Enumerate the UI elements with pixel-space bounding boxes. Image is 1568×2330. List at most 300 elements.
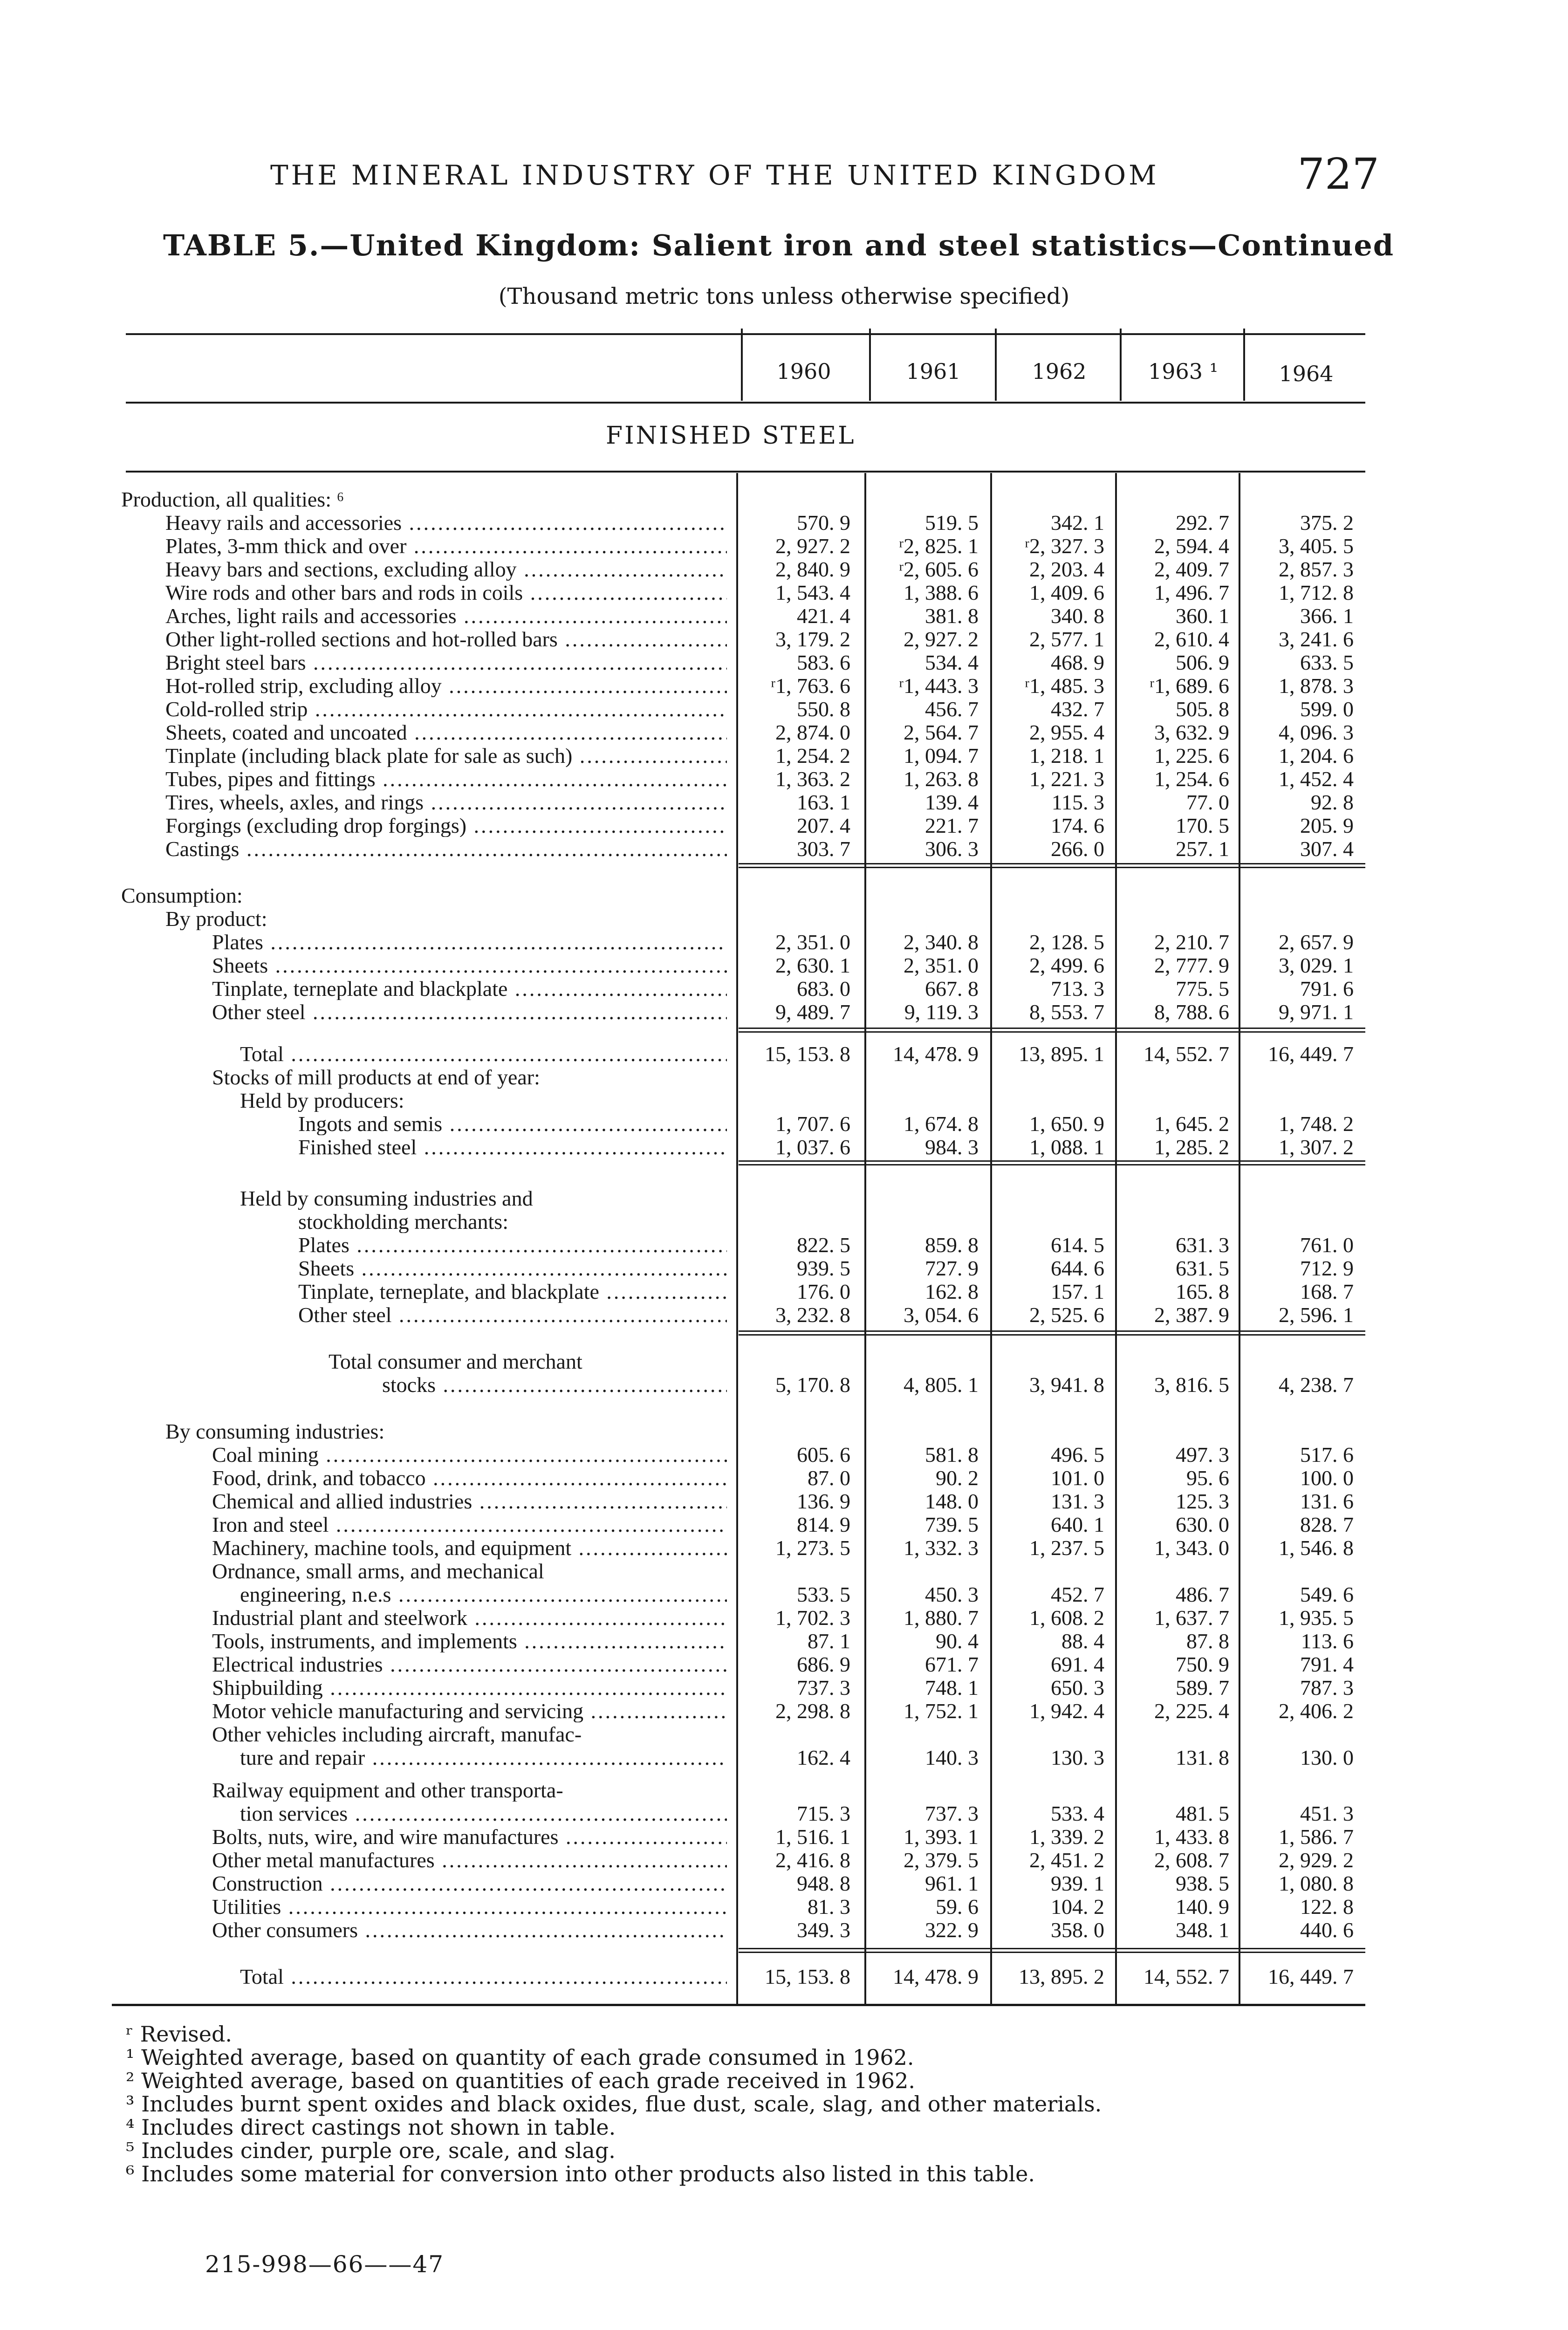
row-label-box [165, 651, 727, 674]
row-label-box [165, 1420, 818, 1443]
table-row [121, 1560, 1361, 1583]
cell-1961: 2, 379. 5 [904, 1848, 979, 1872]
row-label-box [240, 1747, 727, 1769]
cell-1964: 16, 449. 7 [1268, 1042, 1354, 1066]
table-row [121, 1723, 1361, 1746]
cell-1964: 1, 748. 2 [1279, 1112, 1354, 1136]
table-row [121, 628, 1361, 651]
cell-1961: 9, 119. 3 [904, 1000, 979, 1024]
column-header-1962: 1962 [1032, 359, 1087, 384]
cell-1960: 15, 153. 8 [765, 1965, 850, 1988]
cell-1962: 1, 942. 4 [1029, 1699, 1104, 1723]
row-label-box [212, 1849, 727, 1871]
cell-1962: 533. 4 [1051, 1802, 1104, 1825]
cell-1960: 583. 6 [797, 651, 850, 674]
cell-1963: ʳ1, 689. 6 [1150, 674, 1229, 698]
table-row [121, 745, 1361, 767]
table-row [121, 535, 1361, 557]
running-head-title: THE MINERAL INDUSTRY OF THE UNITED KINGDOM [270, 159, 1159, 191]
cell-1961: 534. 4 [925, 651, 979, 674]
cell-1960: 605. 6 [797, 1443, 850, 1467]
cell-1962: 2, 577. 1 [1029, 627, 1104, 651]
cell-1964: 791. 6 [1300, 977, 1354, 1001]
table-row [121, 1490, 1361, 1513]
cell-1961: 961. 1 [925, 1871, 979, 1895]
cell-1960: 948. 8 [797, 1871, 850, 1895]
row-label-box [165, 512, 727, 534]
row-label: stocks ..... [382, 1374, 727, 1396]
cell-1962: 713. 3 [1051, 977, 1104, 1001]
table-row [121, 838, 1361, 860]
cell-1961: 1, 263. 8 [904, 767, 979, 791]
cell-1963: 486. 7 [1176, 1583, 1229, 1606]
table-row [121, 884, 1361, 907]
row-label: Tinplate (including black plate for sale as such) ..... [165, 745, 727, 767]
row-label: Forgings (excluding drop forgings) ..... [165, 815, 727, 837]
row-label: Tinplate, terneplate, and blackplate ..... [298, 1281, 727, 1303]
cell-1961: ʳ1, 443. 3 [899, 674, 979, 698]
cell-1961: 727. 9 [925, 1256, 979, 1280]
total-rule [739, 1330, 1365, 1332]
row-label-box [165, 675, 727, 697]
cell-1963: 292. 7 [1176, 511, 1229, 535]
cell-1962: 2, 451. 2 [1029, 1848, 1104, 1872]
cell-1961: 737. 3 [925, 1802, 979, 1825]
table-row [121, 908, 1361, 930]
cell-1960: 939. 5 [797, 1256, 850, 1280]
row-label: By product: [165, 908, 267, 930]
cell-1960: 1, 273. 5 [775, 1536, 850, 1560]
cell-1961: 381. 8 [925, 604, 979, 628]
table-row [121, 931, 1361, 953]
cell-1962: 157. 1 [1051, 1280, 1104, 1303]
cell-1961: 984. 3 [925, 1135, 979, 1159]
row-label: Production, all qualities: ⁶ [121, 488, 344, 511]
row-label: Finished steel ..... [298, 1136, 727, 1158]
row-label: Heavy rails and accessories ..... [165, 512, 727, 534]
row-label: Cold-rolled strip ..... [165, 698, 727, 720]
body-column-divider [736, 473, 738, 2004]
table-row [121, 1281, 1361, 1303]
cell-1964: 100. 0 [1300, 1466, 1354, 1490]
cell-1961: 59. 6 [936, 1895, 979, 1919]
row-label-box [165, 558, 727, 581]
cell-1963: 2, 225. 4 [1154, 1699, 1229, 1723]
table-row [121, 1090, 1361, 1112]
cell-1963: 1, 254. 6 [1154, 767, 1229, 791]
table-row [121, 815, 1361, 837]
row-label: Held by producers: [240, 1090, 404, 1112]
cell-1961: 1, 094. 7 [904, 744, 979, 768]
cell-1962: 1, 650. 9 [1029, 1112, 1104, 1136]
cell-1960: 814. 9 [797, 1513, 850, 1536]
row-label: Total consumer and merchant [329, 1350, 582, 1373]
cell-1963: 8, 788. 6 [1154, 1000, 1229, 1024]
cell-1963: 125. 3 [1176, 1489, 1229, 1513]
cell-1962: 432. 7 [1051, 697, 1104, 721]
cell-1964: 307. 4 [1300, 837, 1354, 861]
cell-1964: 440. 6 [1300, 1918, 1354, 1942]
cell-1963: 140. 9 [1176, 1895, 1229, 1919]
cell-1964: 122. 8 [1300, 1895, 1354, 1919]
cell-1962: 266. 0 [1051, 837, 1104, 861]
cell-1960: ʳ1, 763. 6 [771, 674, 850, 698]
cell-1960: 550. 8 [797, 697, 850, 721]
row-label-box [240, 1966, 727, 1988]
total-rule [739, 863, 1365, 864]
cell-1960: 303. 7 [797, 837, 850, 861]
cell-1962: 115. 3 [1051, 790, 1104, 814]
cell-1963: 1, 637. 7 [1154, 1606, 1229, 1630]
cell-1960: 3, 179. 2 [775, 627, 850, 651]
cell-1962: 644. 6 [1051, 1256, 1104, 1280]
cell-1963: 2, 610. 4 [1154, 627, 1229, 651]
header-bottom-rule [126, 402, 1365, 404]
cell-1961: 2, 564. 7 [904, 720, 979, 744]
row-label-box [212, 931, 727, 953]
row-label: Tinplate, terneplate and blackplate ..... [212, 978, 727, 1000]
footnotes [126, 2022, 1384, 2186]
cell-1960: 9, 489. 7 [775, 1000, 850, 1024]
cell-1962: 3, 941. 8 [1029, 1373, 1104, 1397]
cell-1961: 739. 5 [925, 1513, 979, 1536]
cell-1964: 2, 857. 3 [1279, 557, 1354, 581]
cell-1964: 3, 029. 1 [1279, 953, 1354, 977]
table-row [121, 1304, 1361, 1326]
table-row [121, 675, 1361, 697]
table-row [121, 1043, 1361, 1065]
row-label-box [165, 605, 727, 627]
table-row [121, 1872, 1361, 1895]
cell-1961: 3, 054. 6 [904, 1303, 979, 1327]
cell-1961: 450. 3 [925, 1583, 979, 1606]
table-row [121, 651, 1361, 674]
cell-1962: 340. 8 [1051, 604, 1104, 628]
row-label-box [165, 721, 727, 744]
cell-1962: 1, 218. 1 [1029, 744, 1104, 768]
cell-1963: 1, 645. 2 [1154, 1112, 1229, 1136]
row-label-box [212, 1919, 727, 1941]
table-row [121, 1802, 1361, 1825]
row-label: Iron and steel ..... [212, 1514, 727, 1536]
cell-1961: 1, 880. 7 [904, 1606, 979, 1630]
header-column-divider [995, 329, 997, 401]
row-label-box [121, 884, 774, 907]
row-label: Plates ..... [212, 931, 727, 953]
row-label: Tires, wheels, axles, and rings ..... [165, 791, 727, 814]
row-label: Shipbuilding ..... [212, 1677, 727, 1699]
footnote-revised: ʳ Revised. [126, 2022, 233, 2047]
total-rule [739, 1028, 1365, 1029]
row-label-box [165, 745, 727, 767]
cell-1960: 2, 351. 0 [775, 930, 850, 954]
footnote-2: ² Weighted average, based on quantities of each grade received in 1962. [126, 2068, 916, 2093]
cell-1963: 497. 3 [1176, 1443, 1229, 1467]
table-row [121, 1747, 1361, 1769]
cell-1960: 176. 0 [797, 1280, 850, 1303]
row-label: Chemical and allied industries ..... [212, 1490, 727, 1513]
cell-1961: 859. 8 [925, 1233, 979, 1257]
cell-1962: 1, 608. 2 [1029, 1606, 1104, 1630]
cell-1963: 170. 5 [1176, 814, 1229, 837]
table-title: TABLE 5.—United Kingdom: Salient iron and steel statistics—Continued [163, 228, 1395, 262]
cell-1963: 775. 5 [1176, 977, 1229, 1001]
cell-1964: 633. 5 [1300, 651, 1354, 674]
cell-1960: 5, 170. 8 [775, 1373, 850, 1397]
cell-1963: 14, 552. 7 [1143, 1042, 1229, 1066]
row-label-box [165, 815, 727, 837]
cell-1964: 130. 0 [1300, 1746, 1354, 1769]
cell-1963: 1, 285. 2 [1154, 1135, 1229, 1159]
row-label: Construction ..... [212, 1872, 727, 1895]
cell-1960: 686. 9 [797, 1652, 850, 1676]
row-label-box [212, 1444, 727, 1466]
cell-1964: 9, 971. 1 [1279, 1000, 1354, 1024]
table-row [121, 1113, 1361, 1135]
total-rule [739, 1164, 1365, 1165]
cell-1963: 2, 387. 9 [1154, 1303, 1229, 1327]
cell-1963: 750. 9 [1176, 1652, 1229, 1676]
table-row [121, 512, 1361, 534]
cell-1962: 939. 1 [1051, 1871, 1104, 1895]
row-label: tion services ..... [240, 1802, 727, 1825]
table-row [121, 1444, 1361, 1466]
table-row [121, 1187, 1361, 1210]
body-column-divider [864, 473, 866, 2004]
cell-1960: 207. 4 [797, 814, 850, 837]
row-label: Other light-rolled sections and hot-rolled bars ..... [165, 628, 727, 651]
table-row [121, 1420, 1361, 1443]
cell-1960: 2, 630. 1 [775, 953, 850, 977]
table-row [121, 488, 1361, 511]
row-label-box [240, 1187, 892, 1210]
table-top-rule [126, 333, 1365, 335]
row-label: Consumption: [121, 884, 243, 907]
row-label: Held by consuming industries and [240, 1187, 533, 1210]
table-bottom-rule [112, 2004, 1365, 2006]
cell-1962: 88. 4 [1061, 1629, 1104, 1653]
row-label-box [212, 1514, 727, 1536]
cell-1962: 130. 3 [1051, 1746, 1104, 1769]
cell-1960: 3, 232. 8 [775, 1303, 850, 1327]
header-column-divider [1243, 329, 1245, 401]
row-label-box [212, 1066, 864, 1089]
table-row [121, 1257, 1361, 1280]
row-label-box [212, 1653, 727, 1676]
column-header-1964: 1964 [1279, 361, 1334, 386]
row-label-box [212, 1779, 864, 1802]
table-row [121, 1350, 1361, 1373]
row-label-box [298, 1257, 727, 1280]
cell-1964: 828. 7 [1300, 1513, 1354, 1536]
row-label: Food, drink, and tobacco ..... [212, 1467, 727, 1489]
cell-1961: 748. 1 [925, 1676, 979, 1700]
row-label-box [165, 582, 727, 604]
cell-1963: 1, 225. 6 [1154, 744, 1229, 768]
row-label: engineering, n.e.s ..... [240, 1583, 727, 1606]
row-label-box [240, 1090, 892, 1112]
section-heading: FINISHED STEEL [606, 422, 856, 450]
cell-1960: 1, 363. 2 [775, 767, 850, 791]
cell-1962: 8, 553. 7 [1029, 1000, 1104, 1024]
cell-1960: 715. 3 [797, 1802, 850, 1825]
row-label: Machinery, machine tools, and equipment ..... [212, 1537, 727, 1559]
cell-1962: 691. 4 [1051, 1652, 1104, 1676]
printer-code: 215-998—66——47 [205, 2251, 445, 2278]
cell-1962: 640. 1 [1051, 1513, 1104, 1536]
cell-1964: 761. 0 [1300, 1233, 1354, 1257]
table-subtitle: (Thousand metric tons unless otherwise specified) [498, 283, 1070, 309]
row-label: Sheets ..... [212, 954, 727, 977]
row-label: By consuming industries: [165, 1420, 385, 1443]
row-label: Castings ..... [165, 838, 727, 860]
table-row [121, 1896, 1361, 1918]
row-label-box [298, 1281, 727, 1303]
table-row [121, 1374, 1361, 1396]
row-label-box [212, 1467, 727, 1489]
cell-1963: 14, 552. 7 [1143, 1965, 1229, 1988]
cell-1963: 589. 7 [1176, 1676, 1229, 1700]
cell-1961: 90. 2 [936, 1466, 979, 1490]
table-row [121, 954, 1361, 977]
cell-1960: 1, 037. 6 [775, 1135, 850, 1159]
cell-1960: 1, 516. 1 [775, 1825, 850, 1849]
cell-1960: 2, 927. 2 [775, 534, 850, 558]
cell-1963: 1, 343. 0 [1154, 1536, 1229, 1560]
header-column-divider [869, 329, 871, 401]
cell-1963: 95. 6 [1186, 1466, 1229, 1490]
cell-1964: 16, 449. 7 [1268, 1965, 1354, 1988]
cell-1961: 148. 0 [925, 1489, 979, 1513]
cell-1960: 683. 0 [797, 977, 850, 1001]
cell-1964: 168. 7 [1300, 1280, 1354, 1303]
table-row [121, 1677, 1361, 1699]
cell-1963: 2, 594. 4 [1154, 534, 1229, 558]
table-row [121, 791, 1361, 814]
cell-1964: 113. 6 [1301, 1629, 1354, 1653]
cell-1961: 667. 8 [925, 977, 979, 1001]
row-label-box [240, 1583, 727, 1606]
cell-1963: 938. 5 [1176, 1871, 1229, 1895]
cell-1964: 712. 9 [1300, 1256, 1354, 1280]
cell-1963: 165. 8 [1176, 1280, 1229, 1303]
cell-1960: 1, 543. 4 [775, 581, 850, 604]
row-label: Sheets, coated and uncoated ..... [165, 721, 727, 744]
table-row [121, 721, 1361, 744]
row-label: stockholding merchants: [298, 1211, 508, 1233]
column-header-1963: 1963 ¹ [1148, 359, 1219, 384]
cell-1963: 131. 8 [1176, 1746, 1229, 1769]
row-label: Ingots and semis ..... [298, 1113, 727, 1135]
column-header-1960: 1960 [776, 359, 831, 384]
row-label-box [212, 1677, 727, 1699]
table-row [121, 1849, 1361, 1871]
row-label: Other steel ..... [298, 1304, 727, 1326]
cell-1960: 349. 3 [797, 1918, 850, 1942]
cell-1964: 3, 241. 6 [1279, 627, 1354, 651]
row-label-box [212, 1607, 727, 1629]
footnote-3: ³ Includes burnt spent oxides and black oxides, flue dust, scale, slag, and other materials. [126, 2091, 1102, 2117]
cell-1963: 3, 816. 5 [1154, 1373, 1229, 1397]
cell-1960: 2, 416. 8 [775, 1848, 850, 1872]
table-row [121, 605, 1361, 627]
cell-1964: 205. 9 [1300, 814, 1354, 837]
row-label: Sheets ..... [298, 1257, 727, 1280]
cell-1961: 581. 8 [925, 1443, 979, 1467]
cell-1964: 2, 596. 1 [1279, 1303, 1354, 1327]
table-row [121, 582, 1361, 604]
cell-1960: 421. 4 [797, 604, 850, 628]
cell-1960: 81. 3 [808, 1895, 850, 1919]
table-row [121, 1826, 1361, 1848]
cell-1962: 13, 895. 1 [1019, 1042, 1104, 1066]
cell-1961: 14, 478. 9 [893, 1965, 979, 1988]
cell-1960: 87. 1 [808, 1629, 850, 1653]
cell-1962: 2, 525. 6 [1029, 1303, 1104, 1327]
footnote-1: ¹ Weighted average, based on quantity of each grade consumed in 1962. [126, 2045, 914, 2070]
row-label-box [298, 1304, 727, 1326]
cell-1962: 104. 2 [1051, 1895, 1104, 1919]
row-label-box [165, 908, 818, 930]
cell-1964: 787. 3 [1300, 1676, 1354, 1700]
row-label-box [212, 978, 727, 1000]
row-label-box [165, 535, 727, 557]
cell-1962: 1, 339. 2 [1029, 1825, 1104, 1849]
row-label-box [212, 1560, 864, 1583]
cell-1962: ʳ1, 485. 3 [1025, 674, 1104, 698]
footnote-5: ⁵ Includes cinder, purple ore, scale, and slag. [126, 2138, 616, 2163]
cell-1964: 451. 3 [1300, 1802, 1354, 1825]
row-label-box [165, 698, 727, 720]
row-label: Bright steel bars ..... [165, 651, 727, 674]
cell-1964: 1, 307. 2 [1279, 1135, 1354, 1159]
table-row [121, 1537, 1361, 1559]
cell-1961: 671. 7 [925, 1652, 979, 1676]
cell-1960: 2, 874. 0 [775, 720, 850, 744]
table-row [121, 1700, 1361, 1722]
row-label-box [382, 1374, 727, 1396]
cell-1964: 2, 406. 2 [1279, 1699, 1354, 1723]
cell-1961: ʳ2, 605. 6 [899, 557, 979, 581]
cell-1963: 2, 777. 9 [1154, 953, 1229, 977]
header-column-divider [1120, 329, 1122, 401]
cell-1960: 1, 707. 6 [775, 1112, 850, 1136]
cell-1964: 517. 6 [1300, 1443, 1354, 1467]
table-row [121, 1607, 1361, 1629]
row-label-box [329, 1350, 981, 1373]
table-row [121, 1211, 1361, 1233]
cell-1962: 174. 6 [1051, 814, 1104, 837]
row-label: Stocks of mill products at end of year: [212, 1066, 540, 1089]
cell-1961: 139. 4 [925, 790, 979, 814]
cell-1960: 570. 9 [797, 511, 850, 535]
row-label: ture and repair ..... [240, 1747, 727, 1769]
footnote-6: ⁶ Includes some material for conversion into other products also listed in this table. [126, 2161, 1035, 2186]
row-label: Other vehicles including aircraft, manufac- [212, 1723, 582, 1746]
cell-1961: 456. 7 [925, 697, 979, 721]
cell-1961: 90. 4 [936, 1629, 979, 1653]
row-label-box [165, 791, 727, 814]
cell-1962: 1, 409. 6 [1029, 581, 1104, 604]
cell-1963: 3, 632. 9 [1154, 720, 1229, 744]
table-row [121, 978, 1361, 1000]
cell-1964: 1, 204. 6 [1279, 744, 1354, 768]
cell-1963: 360. 1 [1176, 604, 1229, 628]
cell-1961: 162. 8 [925, 1280, 979, 1303]
cell-1964: 2, 657. 9 [1279, 930, 1354, 954]
row-label-box [298, 1113, 727, 1135]
table-row [121, 698, 1361, 720]
